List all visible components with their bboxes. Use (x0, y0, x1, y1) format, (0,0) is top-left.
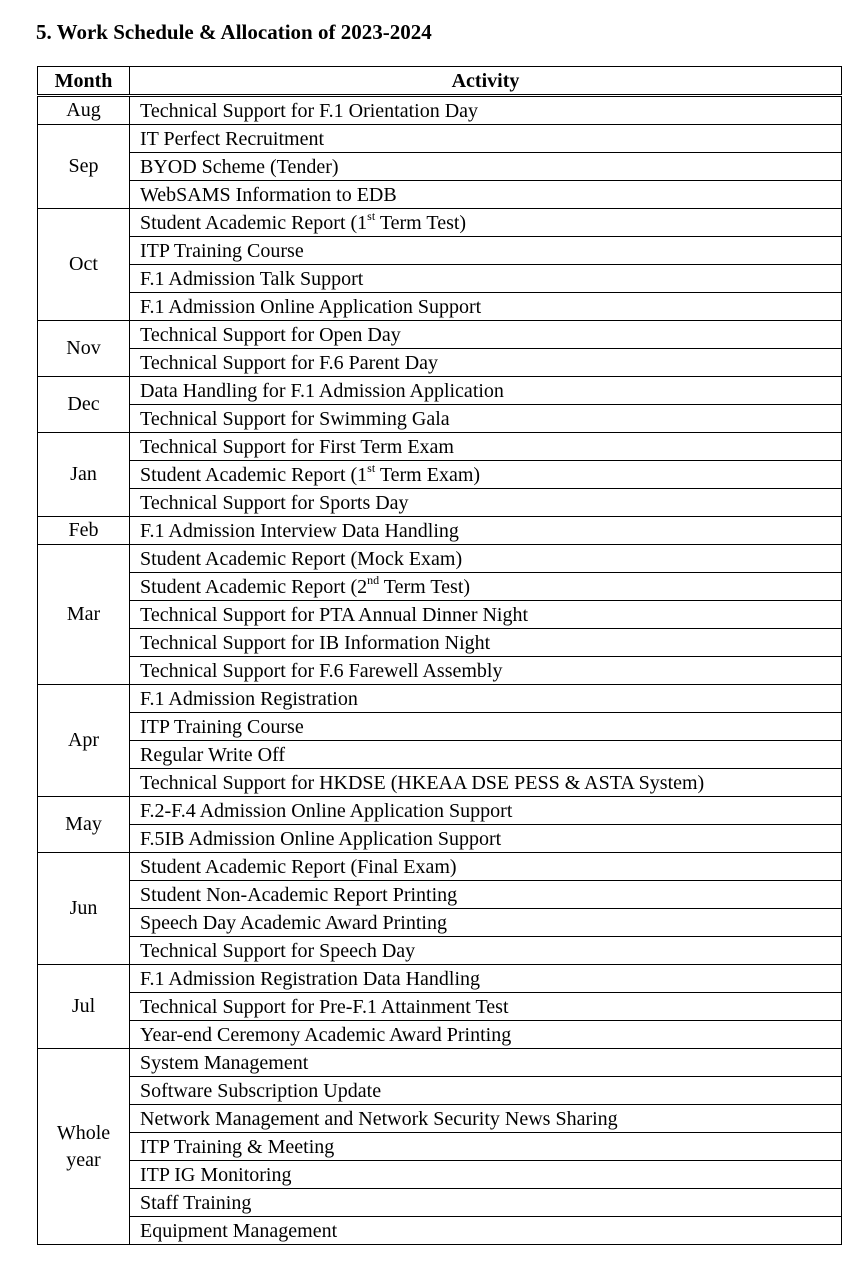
activity-cell: F.1 Admission Talk Support (130, 265, 842, 293)
activity-cell: Technical Support for Sports Day (130, 489, 842, 517)
table-row (38, 1217, 842, 1245)
table-row (38, 1077, 842, 1105)
table-row (38, 349, 842, 377)
activity-cell: Student Academic Report (Mock Exam) (130, 545, 842, 573)
table-row (38, 965, 842, 993)
month-cell: Mar (38, 545, 130, 685)
table-row (38, 769, 842, 797)
month-cell: Whole year (38, 1049, 130, 1245)
activity-cell: Technical Support for First Term Exam (130, 433, 842, 461)
table-row (38, 545, 842, 573)
month-cell: May (38, 797, 130, 853)
activity-cell: IT Perfect Recruitment (130, 125, 842, 153)
table-row (38, 713, 842, 741)
table-row (38, 1189, 842, 1217)
table-row (38, 153, 842, 181)
activity-cell: F.2-F.4 Admission Online Application Support (130, 797, 842, 825)
activity-column-header: Activity (130, 67, 842, 96)
page-title: 5. Work Schedule & Allocation of 2023-2024 (36, 20, 432, 44)
activity-cell: Data Handling for F.1 Admission Application (130, 377, 842, 405)
month-column-header: Month (38, 67, 130, 96)
activity-text-post: Term Test) (375, 211, 467, 234)
table-row (38, 489, 842, 517)
activity-cell: ITP Training Course (130, 237, 842, 265)
month-cell: Nov (38, 321, 130, 377)
table-row (38, 1133, 842, 1161)
table-row (38, 853, 842, 881)
table-row (38, 517, 842, 545)
table-row (38, 685, 842, 713)
table-row (38, 461, 842, 489)
table-row (38, 937, 842, 965)
activity-cell: Technical Support for Swimming Gala (130, 405, 842, 433)
table-row (38, 797, 842, 825)
table-row (38, 1161, 842, 1189)
activity-cell (130, 573, 842, 601)
activity-cell: BYOD Scheme (Tender) (130, 153, 842, 181)
activity-cell: ITP Training Course (130, 713, 842, 741)
activity-cell: Technical Support for Pre-F.1 Attainment Test (130, 993, 842, 1021)
table-row (38, 377, 842, 405)
month-cell: Sep (38, 125, 130, 209)
table-row (38, 265, 842, 293)
table-row (38, 601, 842, 629)
activity-cell: F.1 Admission Interview Data Handling (130, 517, 842, 545)
activity-text-sup: nd (367, 572, 380, 587)
activity-cell: System Management (130, 1049, 842, 1077)
month-cell: Oct (38, 209, 130, 321)
activity-cell: Staff Training (130, 1189, 842, 1217)
month-cell: Aug (38, 96, 130, 125)
table-row (38, 237, 842, 265)
activity-text-post: Term Exam) (375, 463, 481, 486)
activity-text-sup: st (367, 460, 376, 475)
activity-cell: Technical Support for Speech Day (130, 937, 842, 965)
activity-cell: Technical Support for PTA Annual Dinner Night (130, 601, 842, 629)
month-cell: Feb (38, 517, 130, 545)
table-row (38, 573, 842, 601)
table-row (38, 909, 842, 937)
activity-cell: Technical Support for IB Information Night (130, 629, 842, 657)
activity-cell: Year-end Ceremony Academic Award Printing (130, 1021, 842, 1049)
month-cell: Jun (38, 853, 130, 965)
activity-cell: F.1 Admission Registration (130, 685, 842, 713)
activity-cell: Technical Support for HKDSE (HKEAA DSE PESS & ASTA System) (130, 769, 842, 797)
activity-cell: WebSAMS Information to EDB (130, 181, 842, 209)
activity-text-pre: Student Academic Report (2 (140, 575, 368, 598)
activity-text-pre: Student Academic Report (1 (140, 463, 368, 486)
activity-text-post: Term Test) (379, 575, 471, 598)
activity-cell: ITP Training & Meeting (130, 1133, 842, 1161)
table-row (38, 96, 842, 125)
activity-cell: Speech Day Academic Award Printing (130, 909, 842, 937)
table-row (38, 293, 842, 321)
table-row (38, 881, 842, 909)
activity-cell: Technical Support for F.6 Parent Day (130, 349, 842, 377)
month-cell: Jan (38, 433, 130, 517)
activity-cell: Technical Support for F.1 Orientation Day (130, 96, 842, 125)
table-row (38, 405, 842, 433)
table-row (38, 825, 842, 853)
table-row (38, 433, 842, 461)
activity-text-sup: st (367, 208, 376, 223)
activity-cell: Technical Support for Open Day (130, 321, 842, 349)
activity-cell: F.5IB Admission Online Application Support (130, 825, 842, 853)
table-row (38, 125, 842, 153)
activity-cell: Equipment Management (130, 1217, 842, 1245)
table-header-row (38, 67, 842, 96)
activity-cell: Regular Write Off (130, 741, 842, 769)
activity-cell: Software Subscription Update (130, 1077, 842, 1105)
schedule-body (38, 96, 842, 1245)
activity-cell (130, 461, 842, 489)
table-row (38, 993, 842, 1021)
activity-cell: ITP IG Monitoring (130, 1161, 842, 1189)
activity-cell: Network Management and Network Security News Sharing (130, 1105, 842, 1133)
month-cell: Apr (38, 685, 130, 797)
table-row (38, 741, 842, 769)
activity-cell: Technical Support for F.6 Farewell Assembly (130, 657, 842, 685)
table-row (38, 209, 842, 237)
table-row (38, 181, 842, 209)
table-row (38, 321, 842, 349)
activity-text-pre: Student Academic Report (1 (140, 211, 368, 234)
activity-cell: Student Non-Academic Report Printing (130, 881, 842, 909)
table-row (38, 1105, 842, 1133)
table-row (38, 1049, 842, 1077)
table-row (38, 1021, 842, 1049)
schedule-table (37, 66, 842, 1245)
activity-cell (130, 209, 842, 237)
activity-cell: F.1 Admission Online Application Support (130, 293, 842, 321)
month-cell: Dec (38, 377, 130, 433)
table-row (38, 629, 842, 657)
activity-cell: F.1 Admission Registration Data Handling (130, 965, 842, 993)
table-row (38, 657, 842, 685)
month-cell: Jul (38, 965, 130, 1049)
activity-cell: Student Academic Report (Final Exam) (130, 853, 842, 881)
